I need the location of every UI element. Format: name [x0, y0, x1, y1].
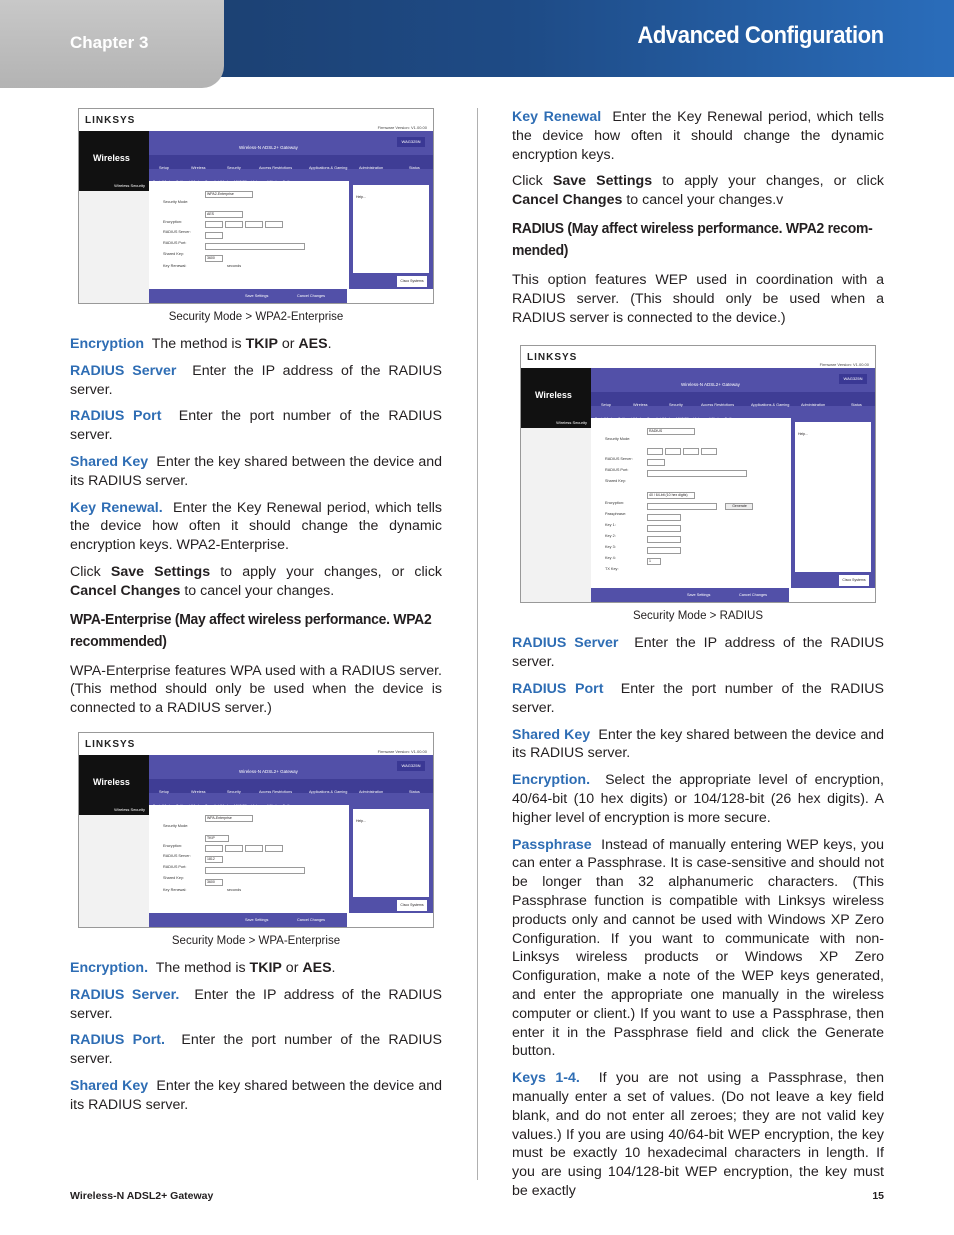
paragraph: Encryption. The method is TKIP or AES. — [70, 959, 336, 976]
paragraph: RADIUS Port Enter the port number of the RADIUS server. — [512, 680, 884, 716]
router-form: Security Mode: WPA2-Enterprise Encryption: AES RADIUS Server: RADIUS Port: Shared Key: Key Renewal: 3600 seconds — [149, 181, 349, 289]
paragraph: Shared Key Enter the key shared between the device and its RADIUS server. — [70, 453, 442, 489]
paragraph: Passphrase Instead of manually entering WEP keys, you can enter a Passphrase. It is case-sensitive and should not be longer than 32 alphanumeric characters. (This Passphrase function is compatible with Linksys wireless products only and cannot be used with Windows XP Zero Configuration. If you want to communicate with non-Linksys wireless products or Windows XP Zero Configuration, make a note of the WEP keys generated, and enter the appropriate one manually in the wireless computer or client.) If you want to use a Passphrase, then enter it in the Passphrase field and click the Generate button. — [512, 836, 884, 1060]
paragraph: Encryption. Select the appropriate level of encryption, 40/64-bit (10 hex digits) or 104/128-bit (26 hex digits). A higher level of encryption is more secure. — [512, 772, 884, 826]
linksys-logo: LINKSYS — [85, 115, 136, 126]
section-heading: RADIUS (May affect wireless performance. WPA2 recom-mended) — [512, 219, 873, 259]
screenshot-wpa2-enterprise: LINKSYS Firmware Version: V1.00.00 Wireless Wireless-N ADSL2+ Gateway WAG325N Setup Wireless Security Access Restrictions Applications & Gaming Administration Status Wireless Security Security Mode: WPA2-Enterprise Encryption: AES RADIUS Server: RADIUS Port: Shared Key: Key Renewal: 3600 seconds Help... Cisco Systems Save Settings Cancel Changes — [78, 108, 434, 304]
figure-caption: Security Mode > WPA-Enterprise — [171, 934, 341, 947]
router-form: Security Mode: WPA-Enterprise Encryption: TKIP RADIUS Server: RADIUS Port: 1812 Shared Key: Key Renewal: 3600 seconds — [149, 805, 349, 913]
screenshot-radius: LINKSYS Firmware Version: V1.00.00 Wireless Wireless-N ADSL2+ Gateway WAG325N Setup Wireless Security Access Restrictions Applications & Gaming Administration Status Wireless Security Security Mode: RADIUS RADIUS Server: RADIUS Port: Shared Key: Encryption: 40 / 64-bit (10 hex digits) Passphrase: Generate Key 1: Key 2: Key 3: Key 4: TX Key: 1 Help... Cisco Systems Save Settings Cancel Changes — [520, 345, 876, 603]
paragraph: This option features WEP used in coordination with a RADIUS server. (This should only be used when a RADIUS server is connected to the device.) — [512, 271, 884, 326]
screenshot-wpa-enterprise: LINKSYS Firmware Version: V1.00.00 Wireless Wireless-N ADSL2+ Gateway WAG325N Setup Wireless Security Access Restrictions Applications & Gaming Administration Status Wireless Security Security Mode: WPA-Enterprise Encryption: TKIP RADIUS Server: RADIUS Port: 1812 Shared Key: Key Renewal: 3600 seconds Help... Cisco Systems Save Settings Cancel Changes — [78, 732, 434, 928]
router-form: Security Mode: RADIUS RADIUS Server: RADIUS Port: Shared Key: Encryption: 40 / 64-bit (10 hex digits) Passphrase: Generate Key 1: Key 2: Key 3: Key 4: TX Key: 1 — [591, 418, 791, 588]
column-divider — [477, 108, 478, 1180]
router-tabs: Setup Wireless Security Access Restrictions Applications & Gaming Administration Status — [149, 155, 433, 169]
paragraph: Key Renewal. Enter the Key Renewal period, which tells the device how often it should change the dynamic encryption keys. WPA2-Enterprise. — [70, 499, 442, 554]
page-number: 15 — [872, 1190, 884, 1202]
paragraph: RADIUS Server Enter the IP address of the RADIUS server. — [70, 362, 442, 398]
chapter-title: Advanced Configuration — [637, 22, 884, 49]
paragraph: RADIUS Server. Enter the IP address of the RADIUS server. — [70, 986, 442, 1022]
paragraph: WPA-Enterprise features WPA used with a RADIUS server. (This method should only be used when the device is connected to a RADIUS server.) — [70, 662, 442, 717]
right-column — [512, 108, 884, 1209]
chapter-label: Chapter 3 — [70, 33, 149, 52]
paragraph: RADIUS Port. Enter the port number of the RADIUS server. — [70, 1032, 442, 1068]
section-heading: WPA-Enterprise (May affect wireless performance. WPA2 recommended) — [70, 610, 432, 650]
figure-caption: Security Mode > RADIUS — [632, 610, 764, 623]
paragraph: Encryption The method is TKIP or AES. — [70, 336, 332, 352]
router-tabs: Setup Wireless Security Access Restrictions Applications & Gaming Administration Status — [149, 779, 433, 793]
paragraph: Click Save Settings to apply your changes, or click Cancel Changes to cancel your changes.v — [512, 173, 885, 209]
paragraph: Shared Key Enter the key shared between the device and its RADIUS server. — [70, 1077, 442, 1113]
paragraph: RADIUS Port Enter the port number of the RADIUS server. — [70, 408, 442, 444]
paragraph: Keys 1-4. If you are not using a Passphrase, then manually enter a set of values. (Do not leave a key field blank, and do not enter all zeroes; they are not valid key values.) If you are using 40/64-bit WEP encryption, the key must be exactly 10 hexadecimal characters in length. If you are using 104/128-bit WEP encryption, the key must be exactly — [512, 1070, 884, 1199]
paragraph: Shared Key Enter the key shared between the device and its RADIUS server. — [512, 726, 884, 762]
paragraph: RADIUS Server Enter the IP address of the RADIUS server. — [512, 635, 884, 671]
footer-product: Wireless-N ADSL2+ Gateway — [70, 1190, 214, 1202]
router-tabs: Setup Wireless Security Access Restrictions Applications & Gaming Administration Status — [591, 392, 875, 406]
linksys-logo: LINKSYS — [85, 738, 136, 750]
linksys-logo: LINKSYS — [527, 352, 578, 364]
page-header — [0, 0, 954, 88]
figure-caption: Security Mode > WPA2-Enterprise — [168, 311, 344, 323]
left-column — [70, 108, 442, 1123]
paragraph: Key Renewal Enter the Key Renewal period, which tells the device how often it should change the dynamic encryption keys. — [512, 109, 884, 163]
paragraph: Click Save Settings to apply your changes, or click Cancel Changes to cancel your changes. — [70, 563, 443, 599]
